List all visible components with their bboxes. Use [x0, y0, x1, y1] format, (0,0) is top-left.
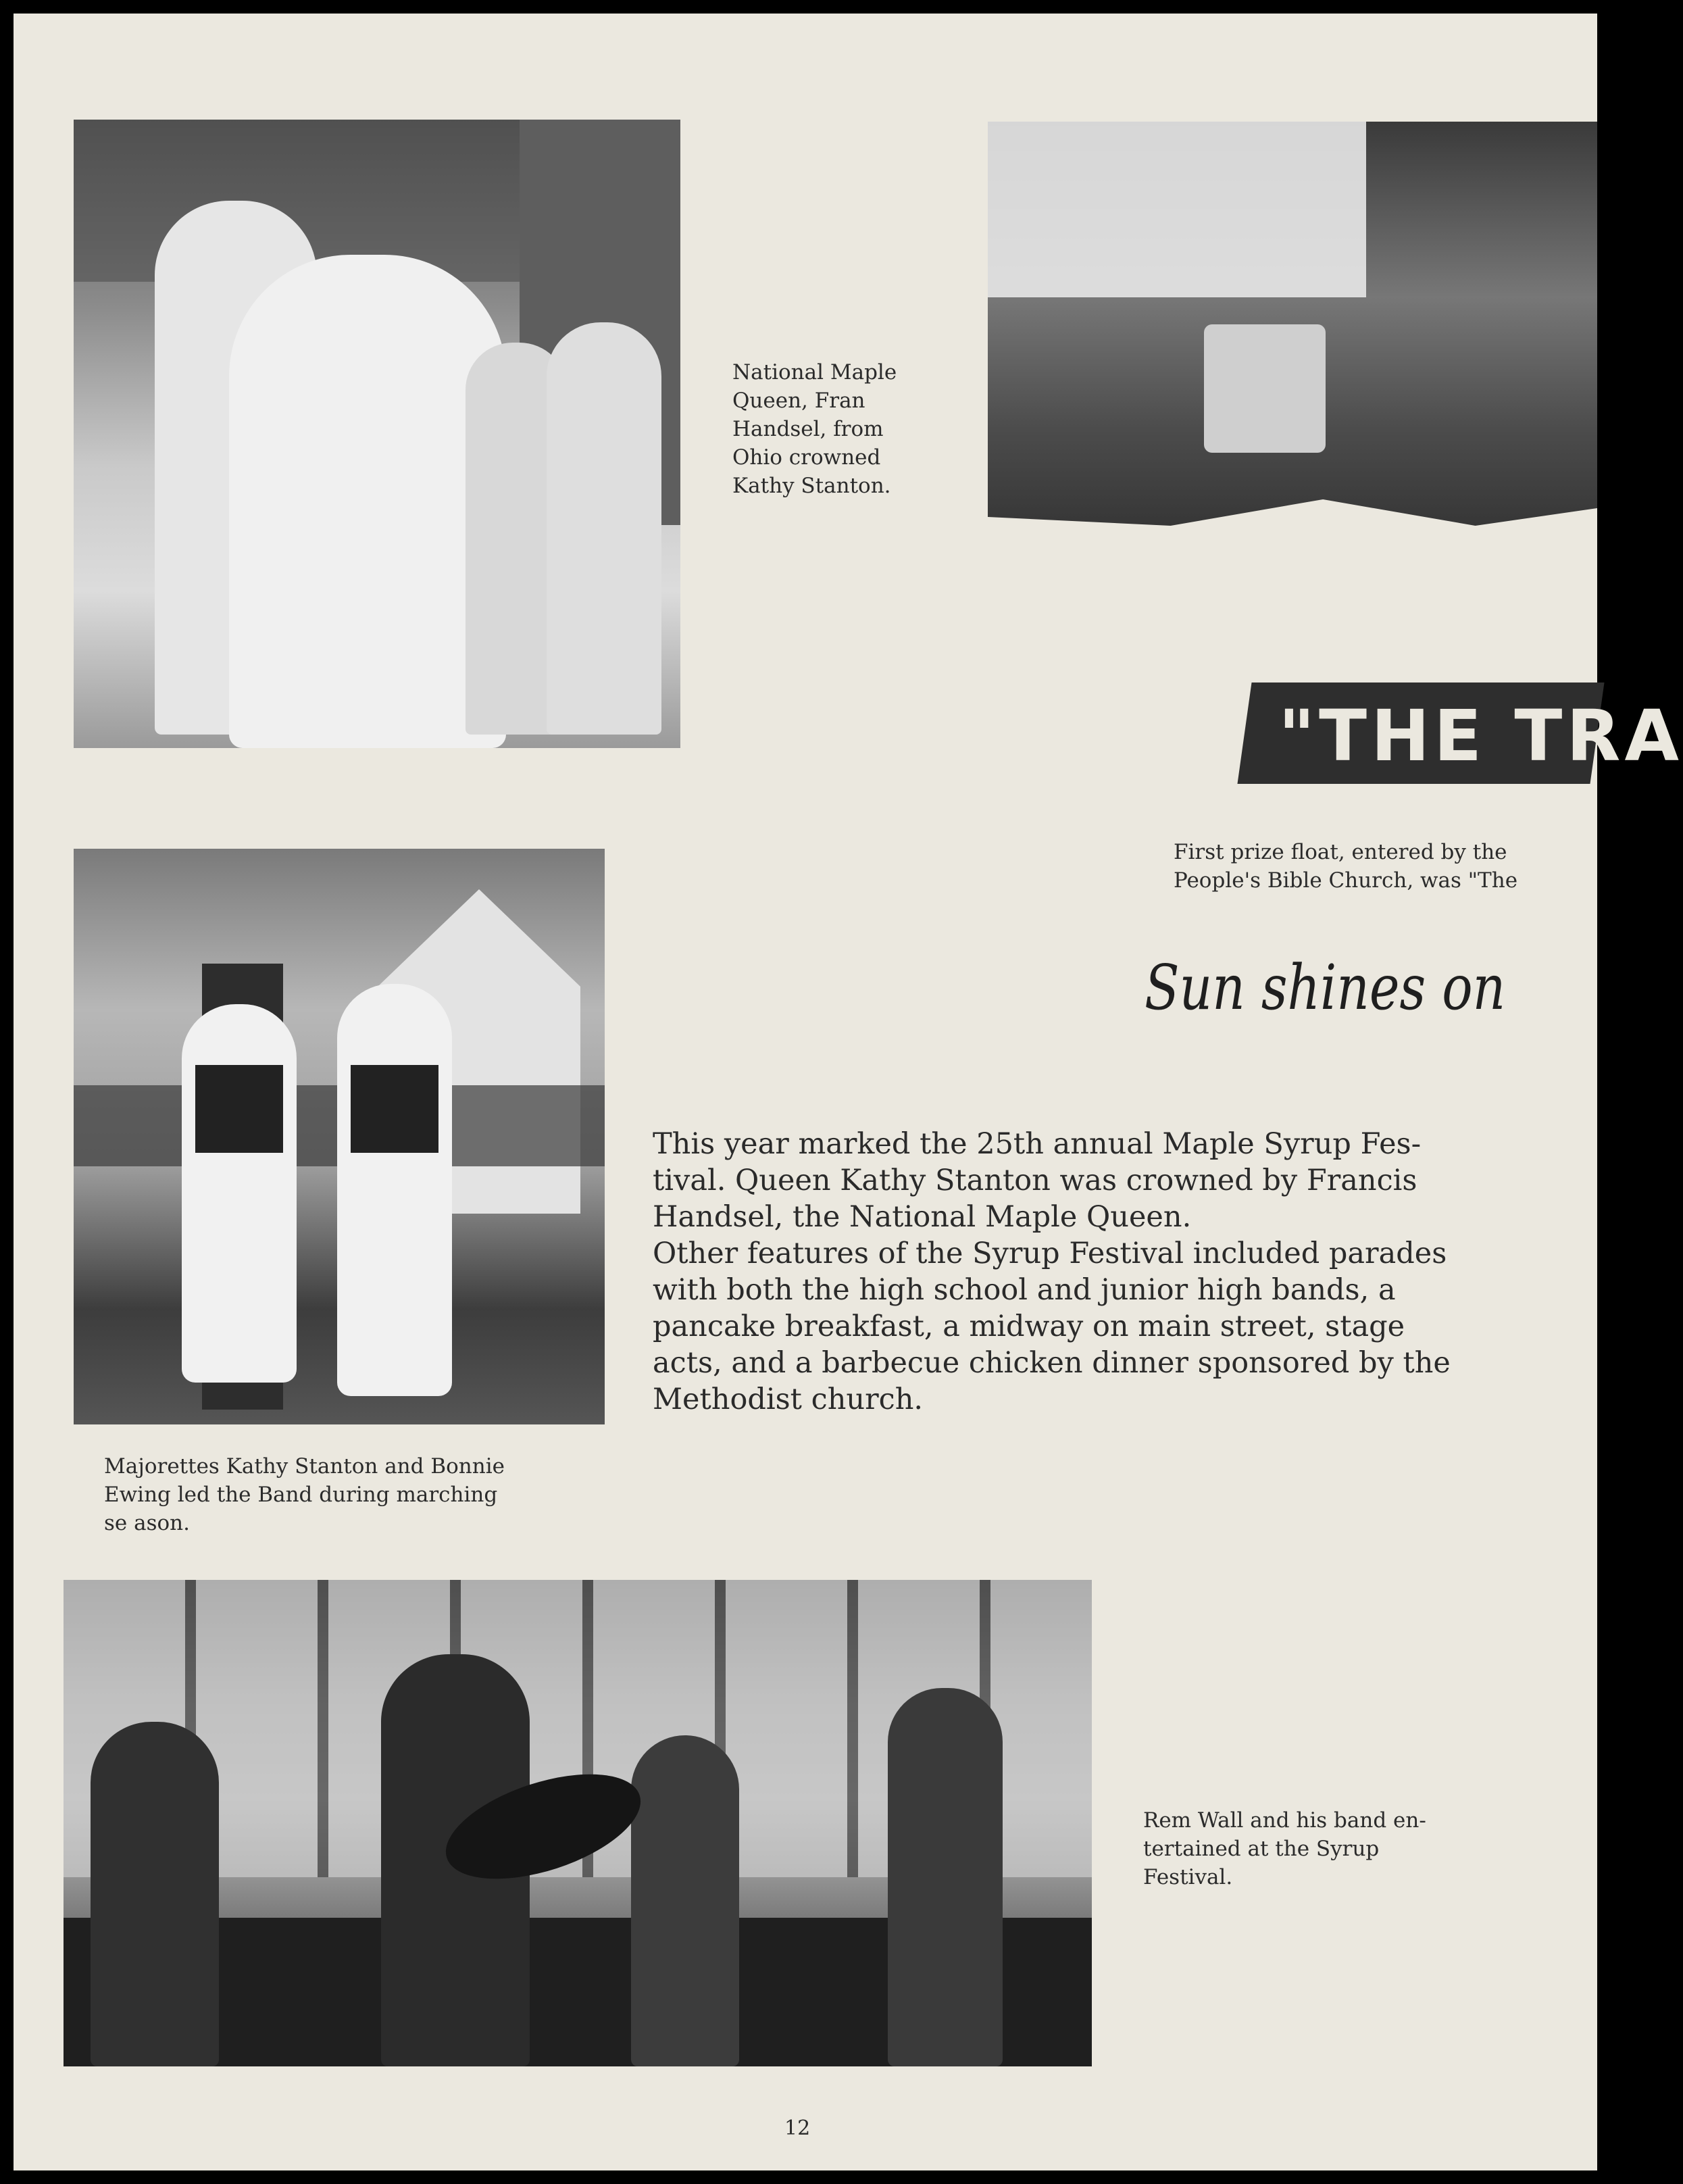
float-banner-text: "THE TRA [1278, 695, 1683, 777]
yearbook-page [14, 14, 1683, 2170]
queen-caption: National Maple Queen, Fran Handsel, from Ohio crowned Kathy Stanton. [732, 360, 897, 498]
page-number: 12 [784, 2116, 811, 2140]
float-caption: First prize float, entered by the People's Bible Church, was "The [1174, 840, 1518, 893]
majorettes-caption: Majorettes Kathy Stanton and Bonnie Ewing led the Band during marching se ason. [104, 1454, 505, 1535]
float-photo [988, 122, 1683, 791]
majorettes-photo [74, 849, 605, 1424]
queen-crowning-photo [74, 120, 680, 748]
band-caption: Rem Wall and his band en- tertained at the Syrup Festival. [1143, 1808, 1426, 1889]
headline: Sun shines on [1145, 951, 1506, 1024]
band-photo [64, 1580, 1092, 2066]
article-body: This year marked the 25th annual Maple Syrup Fes- tival. Queen Kathy Stanton was crowned by Francis Handsel, the National Maple Queen. Other features of the Syrup Festival included parades with both the high school and junior high bands, a pancake breakfast, a midway on main street, stage acts, and a barbecue chicken dinner sponsored by the Methodist church. [653, 1127, 1451, 1416]
